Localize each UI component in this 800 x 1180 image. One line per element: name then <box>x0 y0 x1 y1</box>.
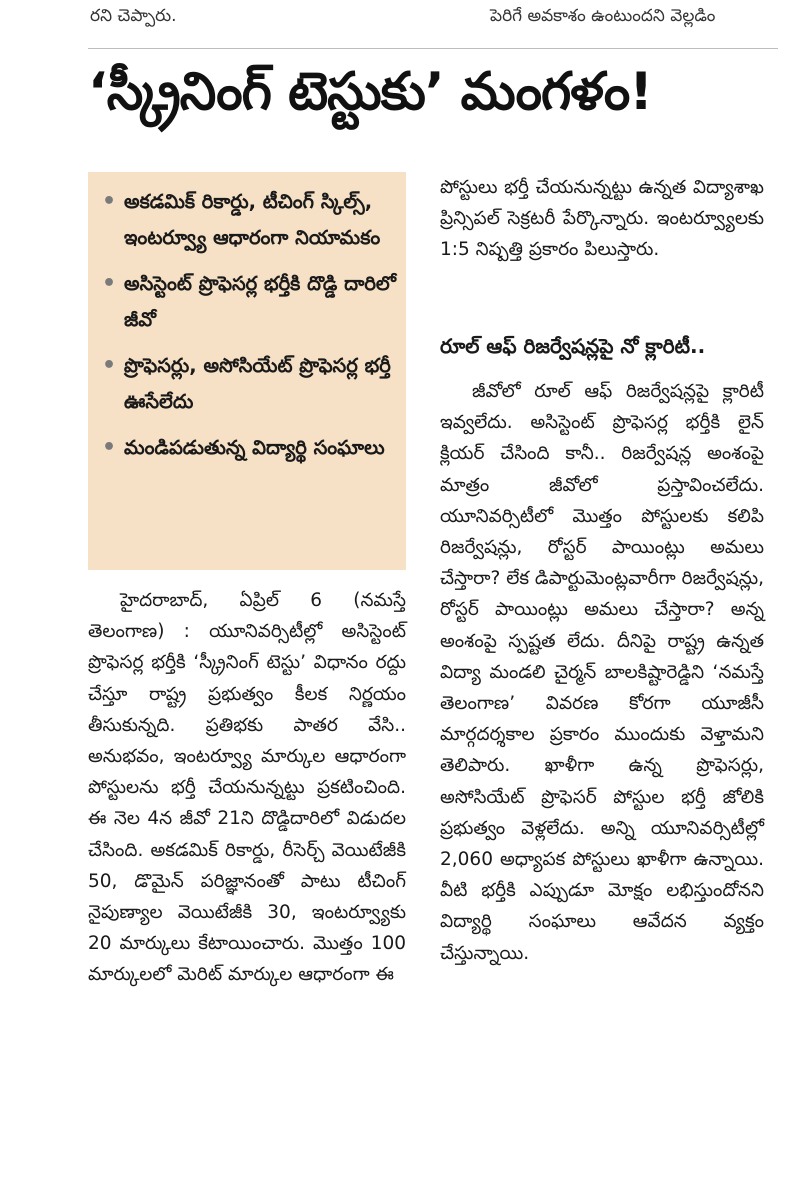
highlight-item: • అసిస్టెంట్ ప్రొఫెసర్ల భర్తీకి దొడ్డి దారిలో జీవో <box>100 266 400 338</box>
headline: ‘స్క్రీనింగ్ టెస్టుకు’ మంగళం! <box>88 62 652 122</box>
article-paragraph: పోస్టులు భర్తీ చేయనున్నట్టు ఉన్నత విద్యాశాఖ ప్రిన్సిపల్ సెక్రటరీ పేర్కొన్నారు. ఇంటర్వ్యూలకు 1:5 నిష్పత్తి ప్రకారం పిలుస్తారు. <box>440 177 764 261</box>
highlight-item: • అకడమిక్ రికార్డు, టీచింగ్ స్కిల్స్, ఇంటర్వ్యూ ఆధారంగా నియామకం <box>100 184 400 256</box>
highlight-list <box>88 172 406 466</box>
highlight-item: • ప్రొఫెసర్లు, అసోసియేట్ ప్రొఫెసర్ల భర్తీ ఊసేలేదు <box>100 348 400 420</box>
article-right-column-bottom <box>440 376 764 969</box>
top-divider <box>88 48 778 49</box>
top-strip-left-text: రని చెప్పారు. <box>90 6 177 26</box>
subheading: రూల్ ఆఫ్ రిజర్వేషన్లపై నో క్లారిటీ.. <box>440 334 706 358</box>
highlight-box <box>88 172 406 570</box>
article-paragraph: జీవోలో రూల్ ఆఫ్ రిజర్వేషన్లపై క్లారిటీ ఇవ్వలేదు. అసిస్టెంట్ ప్రొఫెసర్ల భర్తీకి లైన్ క్లియర్ చేసింది కానీ.. రిజర్వేషన్ల అంశంపై మాత్రం జీవోలో ప్రస్తావించలేదు. యూనివర్సిటీలో మొత్తం పోస్టులకు కలిపి రిజర్వేషన్లు, రోస్టర్ పాయింట్లు అమలు చేస్తారా? లేక డిపార్టుమెంట్లవారీగా రిజర్వేషన్లు, రోస్టర్ పాయింట్లు అమలు చేస్తారా? అన్న అంశంపై స్పష్టత లేదు. దీనిపై రాష్ట్ర ఉన్నత విద్యా మండలి చైర్మన్ బాలకిష్టారెడ్డిని ‘నమస్తే తెలంగాణ’ వివరణ కోరగా యూజీసీ మార్గదర్శకాల ప్రకారం ముందుకు వెళ్తామని తెలిపారు. ఖాళీగా ఉన్న ప్రొఫెసర్లు, అసోసియేట్ ప్రొఫెసర్ పోస్టుల భర్తీ జోలికి ప్రభుత్వం వెళ్లలేదు. అన్ని యూనివర్సిటీల్లో 2,060 అధ్యాపక పోస్టులు ఖాళీగా ఉన్నాయి. వీటి భర్తీకి ఎప్పుడూ మోక్షం లభిస్తుందోనని విద్యార్థి సంఘాలు ఆవేదన వ్యక్తం చేస్తున్నాయి. <box>440 381 764 964</box>
article-right-column-top <box>440 172 764 266</box>
top-strip-right-text: పెరిగే అవకాశం ఉంటుందని వెల్లడిం <box>490 6 716 26</box>
article-paragraph: హైదరాబాద్, ఏప్రిల్ 6 (నమస్తే తెలంగాణ) : యూనివర్సిటీల్లో అసిస్టెంట్ ప్రొఫెసర్ల భర్తీకి ‘స్క్రీనింగ్ టెస్టు’ విధానం రద్దు చేస్తూ రాష్ట్ర ప్రభుత్వం కీలక నిర్ణయం తీసుకున్నది. ప్రతిభకు పాతర వేసి.. అనుభవం, ఇంటర్వ్యూ మార్కుల ఆధారంగా పోస్టులను భర్తీ చేయనున్నట్టు ప్రకటించింది. ఈ నెల 4న జీవో 21ని దొడ్డిదారిలో విడుదల చేసింది. అకడమిక్ రికార్డు, రీసెర్చ్ వెయిటేజీకి 50, డొమైన్ పరిజ్ఞానంతో పాటు టీచింగ్ నైపుణ్యాల వెయిటేజీకి 30, ఇంటర్వ్యూకు 20 మార్కులు కేటాయించారు. మొత్తం 100 మార్కులలో మెరిట్ మార్కుల ఆధారంగా ఈ <box>88 590 406 986</box>
article-left-column <box>88 585 406 991</box>
highlight-item: • మండిపడుతున్న విద్యార్థి సంఘాలు <box>100 430 400 466</box>
